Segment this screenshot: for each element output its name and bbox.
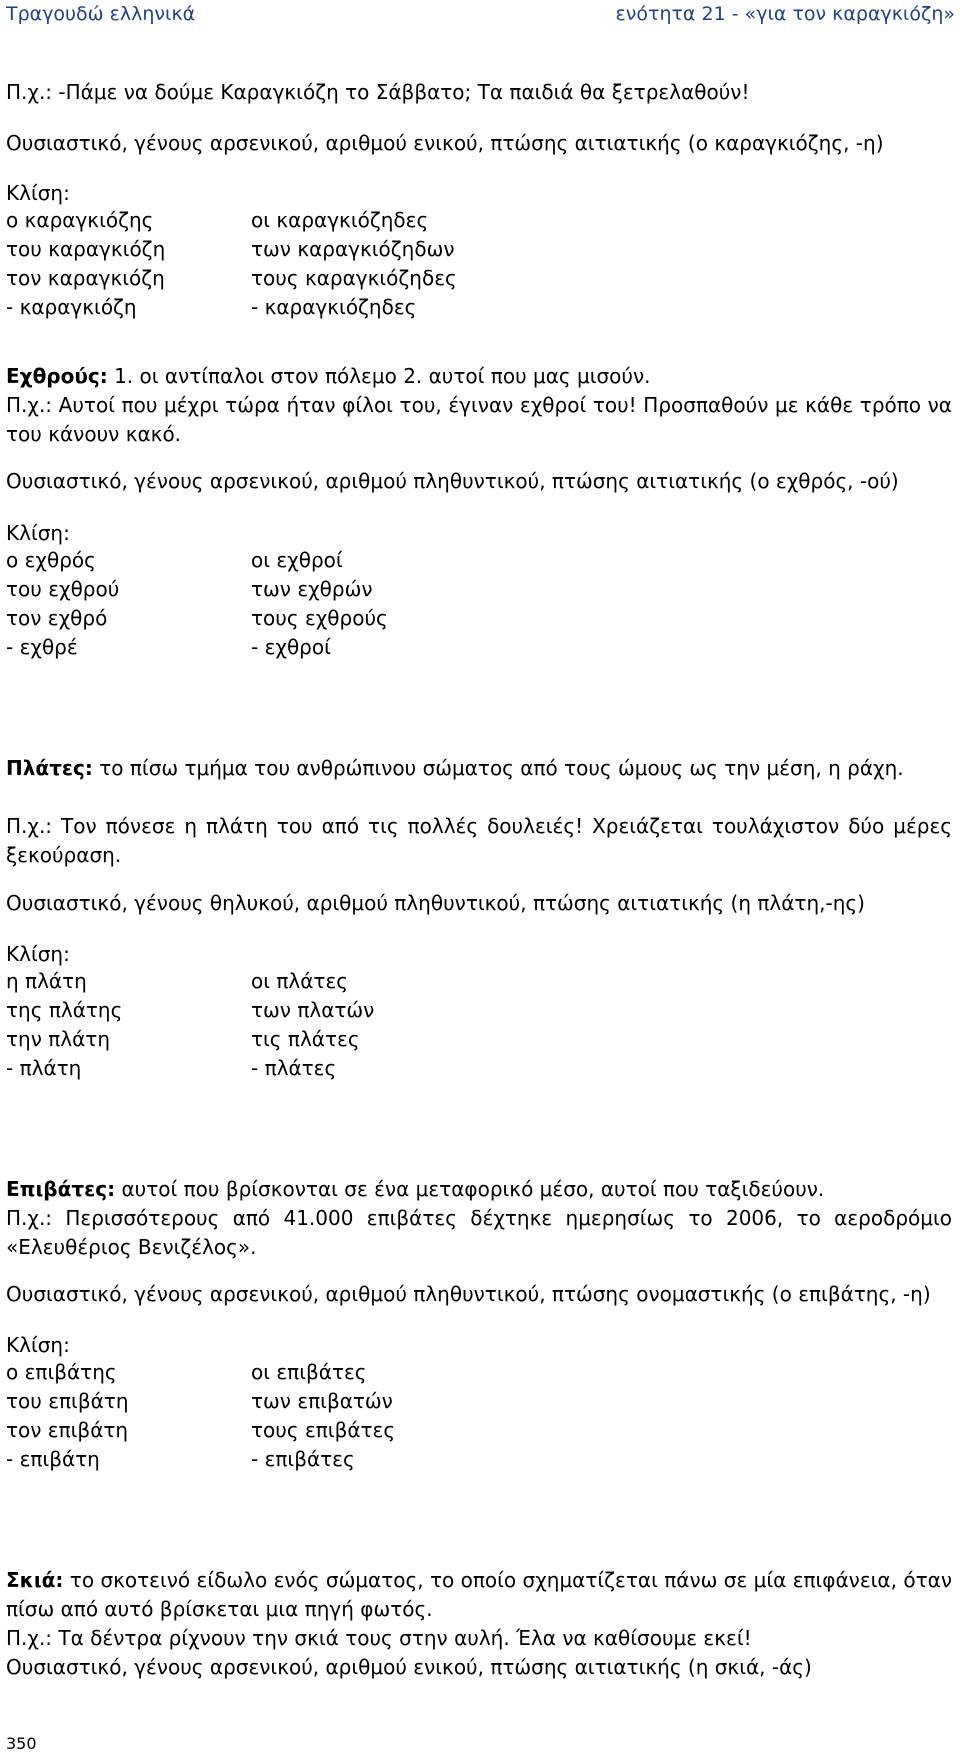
plural-form: οι επιβάτες: [251, 1360, 367, 1384]
plural-form: - καραγκιόζηδες: [251, 295, 417, 319]
singular-form: τον επιβάτη: [6, 1418, 129, 1442]
page-number: 350: [6, 1734, 37, 1753]
singular-form: τον εχθρό: [6, 606, 108, 630]
plural-form: τους καραγκιόζηδες: [251, 266, 457, 290]
singular-form: - καραγκιόζη: [6, 295, 137, 319]
plates-klisi-label: Κλίση:: [6, 942, 70, 966]
plural-form: των επιβατών: [251, 1389, 393, 1413]
epivates-term: Επιβάτες:: [6, 1177, 116, 1201]
plates-definition-text: το πίσω τμήμα του ανθρώπινου σώματος από τους ώμους ως την μέση, η ράχη.: [92, 756, 904, 780]
singular-form: - επιβάτη: [6, 1447, 100, 1471]
singular-form: της πλάτης: [6, 998, 123, 1022]
plates-example: Π.χ.: Τον πόνεσε η πλάτη του από τις πολλές δουλειές! Χρειάζεται τουλάχιστον δύο μέρες ξεκούραση.: [6, 814, 952, 867]
singular-form: - πλάτη: [6, 1056, 82, 1080]
declension-row: [6, 1387, 952, 1416]
karagiozis-declension-table: [6, 206, 952, 322]
plates-definition: [6, 754, 952, 783]
skia-grammar: Ουσιαστικό, γένους αρσενικού, αριθμού ενικού, πτώσης αιτιατικής (η σκιά, -άς): [6, 1655, 812, 1679]
epivates-klisi-label: Κλίση:: [6, 1333, 70, 1357]
declension-row: [6, 1358, 952, 1387]
unit-title: ενότητα 21 - «για τον καραγκιόζη»: [615, 3, 955, 25]
plural-form: των πλατών: [251, 998, 375, 1022]
plural-form: - εχθροί: [251, 635, 331, 659]
singular-form: του καραγκιόζη: [6, 237, 166, 261]
book-title: Τραγουδώ ελληνικά: [6, 3, 196, 25]
echthrous-term: Εχθρούς:: [6, 364, 108, 388]
singular-form: η πλάτη: [6, 969, 87, 993]
plates-grammar: Ουσιαστικό, γένους θηλυκού, αριθμού πληθυντικού, πτώσης αιτιατικής (η πλάτη,-ης): [6, 891, 865, 915]
plural-form: οι εχθροί: [251, 548, 343, 572]
epivates-definition-text: αυτοί που βρίσκονται σε ένα μεταφορικό μέσο, αυτοί που ταξιδεύουν.: [115, 1177, 825, 1201]
skia-term: Σκιά:: [6, 1568, 64, 1592]
declension-row: [6, 967, 952, 996]
karagiozis-grammar: Ουσιαστικό, γένους αρσενικού, αριθμού ενικού, πτώσης αιτιατικής (ο καραγκιόζης, -η): [6, 131, 884, 155]
skia-example: Π.χ.: Τα δέντρα ρίχνουν την σκιά τους στην αυλή. Έλα να καθίσουμε εκεί!: [6, 1626, 752, 1650]
epivates-example: Π.χ.: Περισσότερους από 41.000 επιβάτες δέχτηκε ημερησίως το 2006, το αεροδρόμιο «Ελευθέριος Βενιζέλος».: [6, 1206, 952, 1259]
declension-row: [6, 604, 952, 633]
singular-form: ο καραγκιόζης: [6, 208, 154, 232]
plural-form: οι πλάτες: [251, 969, 349, 993]
skia-definition: [6, 1566, 952, 1624]
plural-form: - επιβάτες: [251, 1447, 355, 1471]
declension-row: [6, 575, 952, 604]
plural-form: των καραγκιόζηδων: [251, 237, 455, 261]
singular-form: ο εχθρός: [6, 548, 96, 572]
declension-row: [6, 633, 952, 662]
declension-row: [6, 1025, 952, 1054]
plural-form: οι καραγκιόζηδες: [251, 208, 429, 232]
singular-form: ο επιβάτης: [6, 1360, 117, 1384]
karagiozis-klisi-label: Κλίση:: [6, 181, 70, 205]
skia-definition-text: το σκοτεινό είδωλο ενός σώματος, το οποίο σχηματίζεται πάνω σε μία επιφάνεια, όταν πίσω από αυτό βρίσκεται μια πηγή φωτός.: [6, 1568, 952, 1621]
plural-form: τις πλάτες: [251, 1027, 360, 1051]
page-header: [0, 0, 960, 28]
singular-form: του εχθρού: [6, 577, 120, 601]
declension-row: [6, 1445, 952, 1474]
echthrous-definition-text: 1. οι αντίπαλοι στον πόλεμο 2. αυτοί που μας μισούν.: [107, 364, 651, 388]
plural-form: τους επιβάτες: [251, 1418, 396, 1442]
declension-row: [6, 1416, 952, 1445]
declension-row: [6, 293, 952, 322]
epivates-declension-table: [6, 1358, 952, 1474]
plates-term: Πλάτες:: [6, 756, 93, 780]
declension-row: [6, 206, 952, 235]
singular-form: του επιβάτη: [6, 1389, 129, 1413]
echthrous-definition: [6, 362, 952, 391]
epivates-definition: [6, 1175, 952, 1204]
plates-declension-table: [6, 967, 952, 1083]
epivates-grammar: Ουσιαστικό, γένους αρσενικού, αριθμού πληθυντικού, πτώσης ονομαστικής (ο επιβάτης, -η): [6, 1282, 931, 1306]
singular-form: τον καραγκιόζη: [6, 266, 165, 290]
declension-row: [6, 264, 952, 293]
singular-form: την πλάτη: [6, 1027, 111, 1051]
echthrous-grammar: Ουσιαστικό, γένους αρσενικού, αριθμού πληθυντικού, πτώσης αιτιατικής (ο εχθρός, -ού): [6, 469, 899, 493]
singular-form: - εχθρέ: [6, 635, 78, 659]
echthrous-example: Π.χ.: Αυτοί που μέχρι τώρα ήταν φίλοι του, έγιναν εχθροί του! Προσπαθούν με κάθε τρόπο να του κάνουν κακό.: [6, 393, 952, 446]
declension-row: [6, 1054, 952, 1083]
declension-row: [6, 996, 952, 1025]
plural-form: των εχθρών: [251, 577, 373, 601]
echthrous-declension-table: [6, 546, 952, 662]
echthrous-klisi-label: Κλίση:: [6, 521, 70, 545]
karagiozis-example: Π.χ.: -Πάμε να δούμε Καραγκιόζη το Σάββατο; Τα παιδιά θα ξετρελαθούν!: [6, 80, 750, 104]
plural-form: τους εχθρούς: [251, 606, 388, 630]
plural-form: - πλάτες: [251, 1056, 337, 1080]
declension-row: [6, 546, 952, 575]
declension-row: [6, 235, 952, 264]
